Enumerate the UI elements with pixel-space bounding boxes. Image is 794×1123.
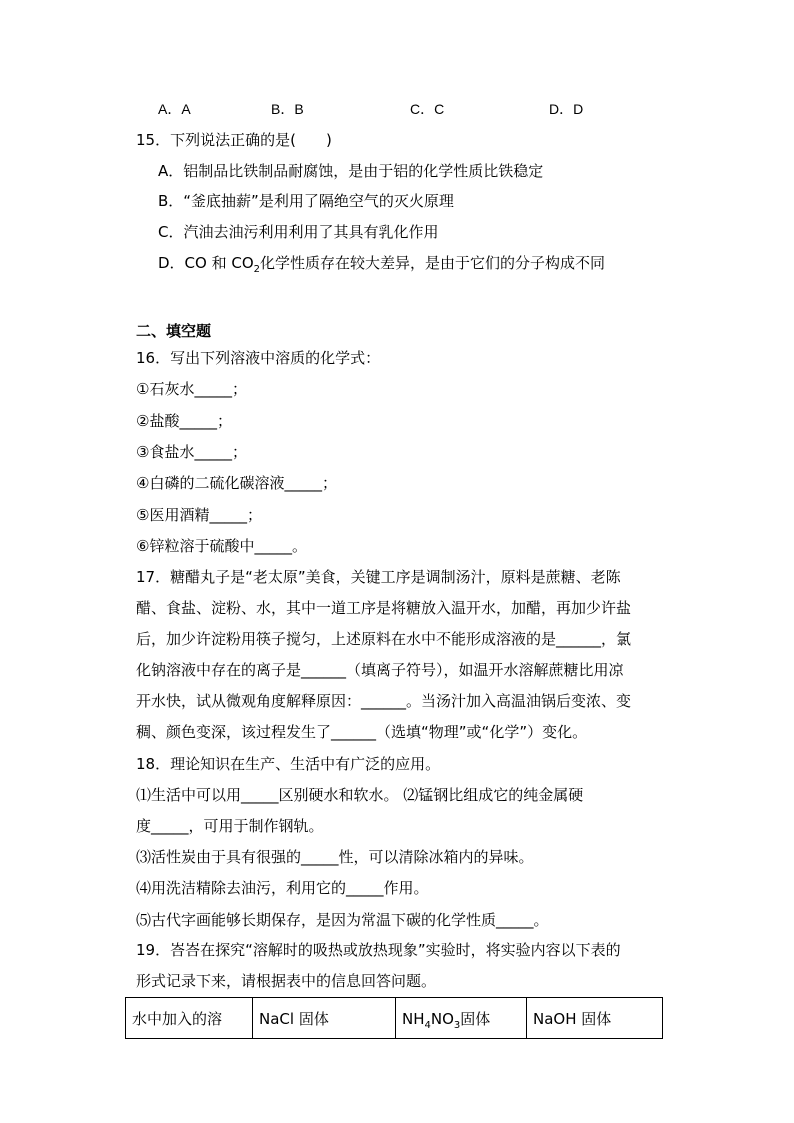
q18-line: ⑷用洗洁精除去油污，利用它的_____作用。 <box>136 879 429 897</box>
q17-line: 后，加少许淀粉用筷子搅匀，上述原料在水中不能形成溶液的是______，氯 <box>136 630 632 648</box>
q17-line: 17．糖醋丸子是“老太原”美食，关键工序是调制汤汁，原料是蔗糖、老陈 <box>136 568 621 586</box>
option-a: A．A <box>158 101 191 117</box>
q17-line: 开水快，试从微观角度解释原因：______。当汤汁加入高温油锅后变浓、变 <box>136 692 632 710</box>
q18-stem: 18．理论知识在生产、生活中有广泛的应用。 <box>136 755 441 773</box>
q16-item: ①石灰水_____； <box>136 380 247 398</box>
option-d: D．D <box>549 101 584 117</box>
section-title: 二、填空题 <box>136 322 212 340</box>
q17-line: 醋、食盐、淀粉、水，其中一道工序是将糖放入温开水，加醋，再加少许盐 <box>136 599 632 617</box>
q16-stem: 16．写出下列溶液中溶质的化学式： <box>136 349 381 367</box>
q15-option-b: B．“釜底抽薪”是利用了隔绝空气的灭火原理 <box>158 192 454 210</box>
option-c: C．C <box>410 101 445 117</box>
q15-d-sub: 2 <box>253 264 261 275</box>
q19-table <box>125 997 663 1039</box>
q15-option-d <box>158 253 605 273</box>
table-cell: 水中加入的溶 <box>126 998 253 1039</box>
nh4no3-sub2: 3 <box>453 1019 461 1031</box>
q15-option-a: A．铝制品比铁制品耐腐蚀，是由于铝的化学性质比铁稳定 <box>158 162 544 180</box>
q16-item: ⑥锌粒溶于硫酸中_____。 <box>136 537 307 555</box>
q19-line: 19．峇峇在探究“溶解时的吸热或放热现象”实验时，将实验内容以下表的 <box>136 941 621 959</box>
q19-line: 形式记录下来，请根据表中的信息回答问题。 <box>136 972 437 990</box>
nh4no3-post: 固体 <box>460 1009 491 1028</box>
nh4no3-mid: NO <box>430 1009 454 1028</box>
q15-d-pre: D．CO 和 CO <box>158 254 254 272</box>
q18-line: ⑸古代字画能够长期保存，是因为常温下碳的化学性质_____。 <box>136 911 549 929</box>
table-row <box>126 998 663 1039</box>
q17-line: 化钠溶液中存在的离子是______（填离子符号），如温开水溶解蔗糖比用凉 <box>136 661 624 679</box>
q15-stem: 15．下列说法正确的是( ) <box>136 131 332 149</box>
table-cell <box>396 998 527 1039</box>
q16-item: ②盐酸_____； <box>136 412 232 430</box>
q18-line: ⑶活性炭由于具有很强的_____性，可以清除冰箱内的异味。 <box>136 848 534 866</box>
q15-option-c: C．汽油去油污利用利用了其具有乳化作用 <box>158 223 439 241</box>
option-b: B．B <box>271 101 304 117</box>
table-cell: NaCl 固体 <box>253 998 396 1039</box>
q15-d-post: 化学性质存在较大差异，是由于它们的分子构成不同 <box>260 254 606 272</box>
nh4no3-sub1: 4 <box>424 1019 431 1031</box>
q16-item: ④白磷的二硫化碳溶液_____； <box>136 474 337 492</box>
nh4no3-pre: NH <box>402 1009 425 1028</box>
q17-line: 稠、颜色变深，该过程发生了______（选填“物理”或“化学”）变化。 <box>136 723 588 741</box>
q18-line: 度_____，可用于制作钢轨。 <box>136 817 324 835</box>
table-cell: NaOH 固体 <box>527 998 663 1039</box>
q16-item: ③食盐水_____； <box>136 443 247 461</box>
q18-line: ⑴生活中可以用_____区别硬水和软水。 ⑵锰钢比组成它的纯金属硬 <box>136 786 584 804</box>
q16-item: ⑤医用酒精_____； <box>136 506 262 524</box>
